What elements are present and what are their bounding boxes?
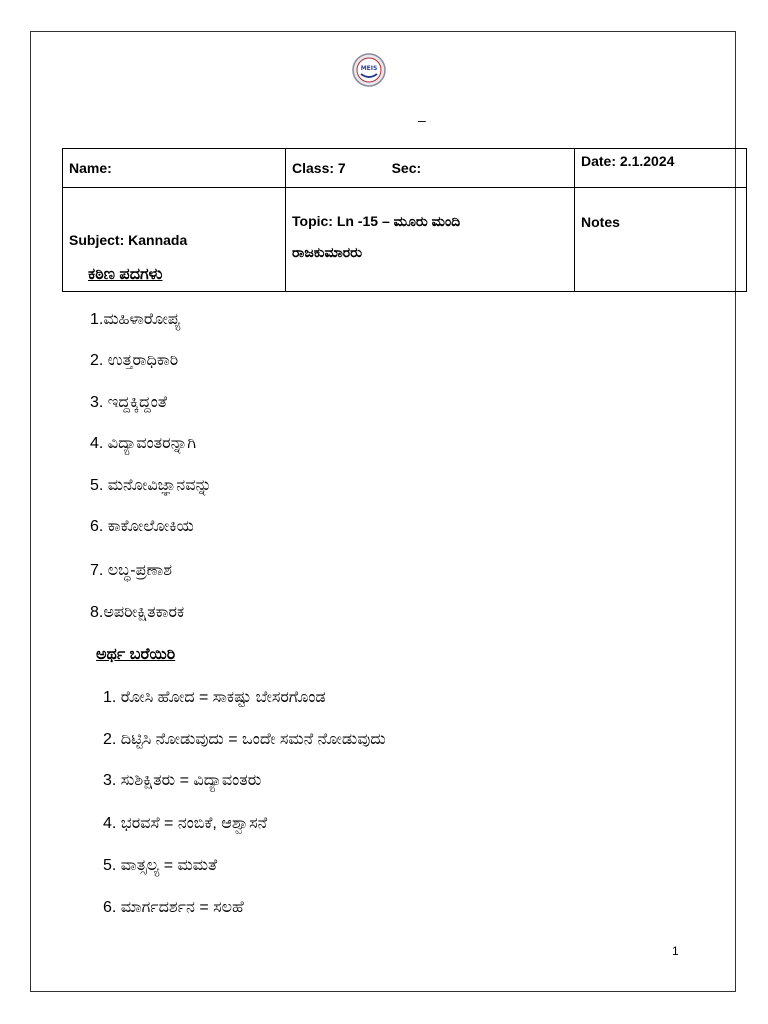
topic-cell (286, 188, 575, 292)
difficult-word-item: 4. ವಿದ್ಯಾವಂತರನ್ನಾಗಿ (90, 435, 197, 452)
class-label: Class: 7 (292, 160, 346, 176)
school-logo (352, 53, 386, 87)
difficult-word-item: 7. ಲಬ್ಧ-ಪ್ರಣಾಶ (90, 562, 172, 579)
topic-line-1: Topic: Ln -15 – ಮೂರು ಮಂದಿ (292, 212, 461, 229)
meanings-heading: ಅರ್ಥ ಬರೆಯಿರಿ (96, 646, 176, 663)
difficult-word-item: 5. ಮನೋವಿಜ್ಞಾನವನ್ನು (90, 477, 212, 494)
meaning-item: 3. ಸುಶಿಕ್ಷಿತರು = ವಿದ್ಯಾವಂತರು (103, 772, 262, 789)
meaning-item: 6. ಮಾರ್ಗದರ್ಶನ = ಸಲಹೆ (103, 899, 244, 916)
meaning-item: 5. ವಾತ್ಸಲ್ಯ = ಮಮತೆ (103, 857, 218, 874)
difficult-word-item: 6. ಕಾಕೋಲೋಕಿಯ (90, 518, 194, 535)
meaning-item: 2. ದಿಟ್ಟಿಸಿ ನೋಡುವುದು = ಒಂದೇ ಸಮನೆ ನೋಡುವುದು (103, 731, 386, 748)
date-cell (575, 149, 747, 188)
difficult-word-item: 3. ಇದ್ದಕ್ಕಿದ್ದಂತೆ (90, 394, 167, 411)
subject-label: Subject: Kannada (69, 231, 188, 248)
topic-line-2: ರಾಜಕುಮಾರರು (292, 243, 363, 260)
meaning-item: 1. ರೋಸಿ ಹೋದ = ಸಾಕಷ್ಟು ಬೇಸರಗೊಂಡ (103, 689, 326, 706)
title-dash: – (418, 112, 426, 128)
difficult-word-item: 2. ಉತ್ತರಾಧಿಕಾರಿ (90, 352, 179, 369)
header-table (62, 148, 747, 292)
sec-label: Sec: (391, 160, 422, 176)
class-sec-cell (286, 149, 575, 188)
notes-label: Notes (581, 214, 620, 230)
name-label: Name: (69, 160, 112, 176)
page-number: 1 (672, 944, 679, 958)
difficult-word-item: 1.ಮಹಿಳಾರೋಪ್ಯ (90, 311, 181, 328)
date-label: Date: 2.1.2024 (581, 153, 675, 169)
difficult-words-heading: ಕಠಿಣ ಪದಗಳು (88, 266, 163, 283)
notes-cell (575, 188, 747, 292)
difficult-word-item: 8.ಅಪರೀಕ್ಷಿತಕಾರಕ (90, 604, 185, 621)
name-cell (63, 149, 286, 188)
logo-text: MEIS (360, 65, 378, 72)
meaning-item: 4. ಭರವಸೆ = ನಂಬಿಕೆ, ಆಶ್ವಾಸನೆ (103, 815, 268, 832)
